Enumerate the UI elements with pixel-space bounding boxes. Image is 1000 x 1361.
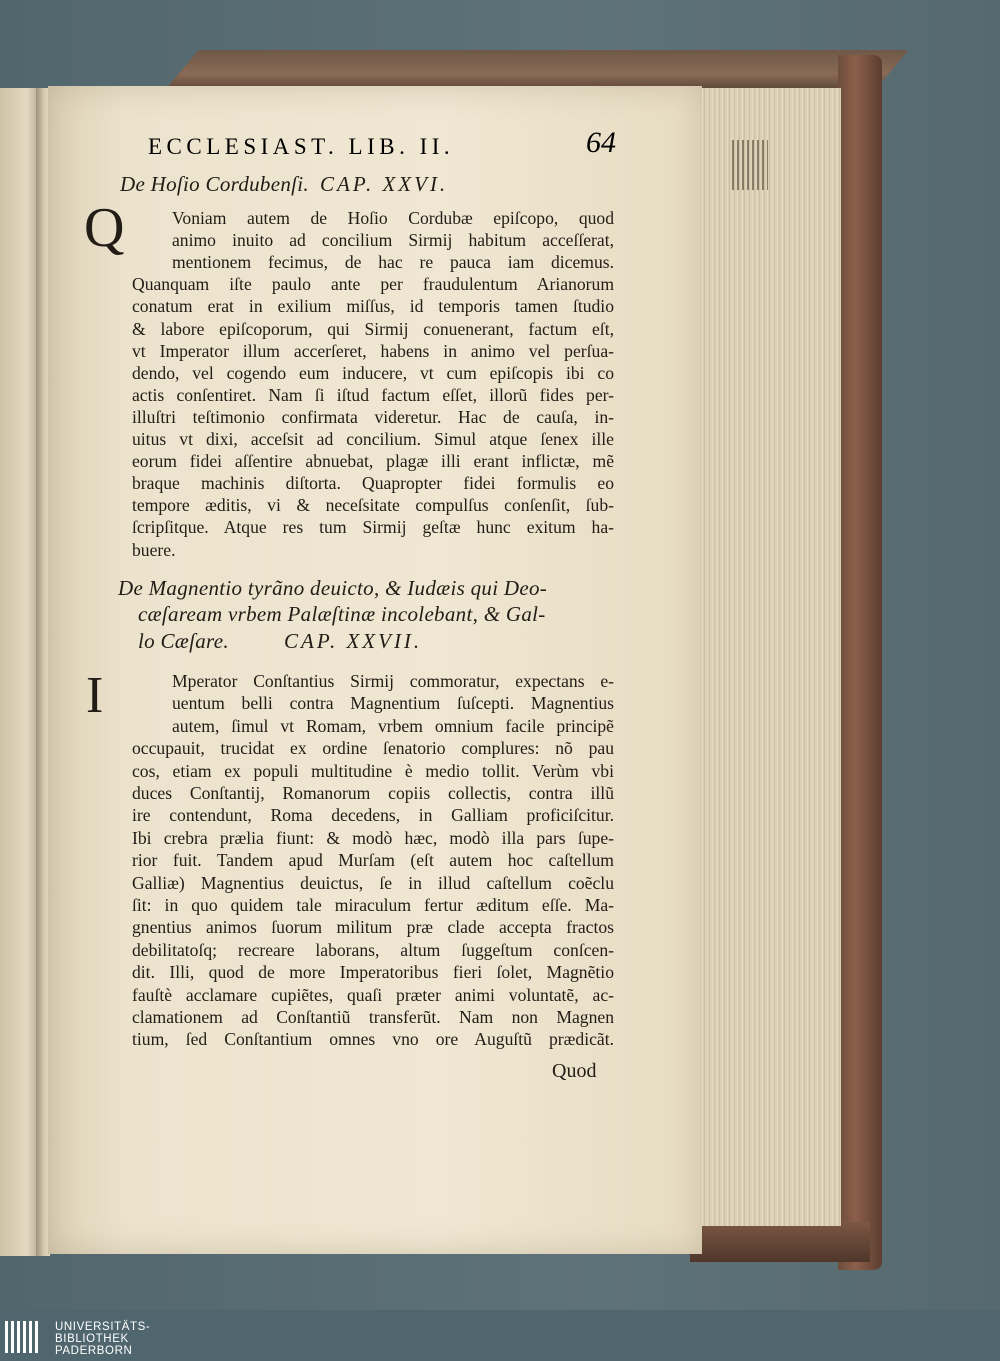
text-line: Mperator Conſtantius Sirmij commoratur, expectans e- bbox=[172, 671, 614, 691]
text-line: dit. Illi, quod de more Imperatoribus fieri ſolet, Magnẽtio bbox=[132, 962, 614, 983]
text-line: ire contendunt, Roma decedens, in Galliam proficiſcitur. bbox=[132, 805, 614, 826]
text-line: occupauit, trucidat ex ordine ſenatorio complures: nõ pau bbox=[132, 738, 614, 759]
running-head: ECCLESIAST. LIB. II. bbox=[148, 134, 455, 159]
drop-capital: I bbox=[86, 667, 104, 724]
text-line: braque machinis diſtorta. Quapropter fidei formulis eo bbox=[132, 473, 614, 494]
text-line: mentionem fecimus, de hac re pauca iam dicemus. bbox=[172, 252, 614, 273]
book-page bbox=[48, 86, 702, 1254]
text-line: conatum erat in exilium miſſus, id temporis tamen ſtudio bbox=[132, 296, 614, 317]
text-line: buere. bbox=[132, 539, 176, 560]
text-line: eorum fidei aſſentire abnuebat, plagæ illi erant inflictæ, mẽ bbox=[132, 451, 614, 472]
library-name-line: PADERBORN bbox=[55, 1345, 133, 1357]
library-logo-icon bbox=[3, 1317, 45, 1357]
library-name-line: UNIVERSITÄTS- bbox=[55, 1321, 151, 1333]
text-line: gnentius animos ſuorum militum præ clade accepta fractos bbox=[132, 917, 614, 938]
text-line: uentum belli contra Magnentium ſuſcepti. Magnentius bbox=[172, 693, 614, 714]
text-line: Quanquam iſte paulo ante per fraudulentum Arianorum bbox=[132, 274, 614, 295]
text-line: tium, ſed Conſtantium omnes vno ore Auguſtũ prædicãt. bbox=[132, 1029, 614, 1050]
text-line: vt Imperator illum accerſeret, habens in animo vel perſua- bbox=[132, 340, 614, 361]
chapter-27-title-line-2: cæſaream vrbem Palæſtinæ incolebant, & Gal- bbox=[138, 602, 546, 626]
text-line: Ibi crebra prælia fiunt: & modò hæc, modò illa pars ſupe- bbox=[132, 827, 614, 848]
book-cover-spine-edge bbox=[838, 55, 882, 1270]
book-cover-bottom bbox=[690, 1222, 870, 1262]
chapter-26-number: CAP. XXVI. bbox=[320, 172, 449, 196]
text-line: animo inuito ad concilium Sirmij habitum acceſſerat, bbox=[172, 230, 614, 251]
text-line: fauſtè acclamare cupiẽtes, quaſi præter animi voluntatẽ, ac- bbox=[132, 984, 614, 1005]
chapter-27-number: CAP. XXVII. bbox=[284, 629, 423, 653]
text-line: ſit: in quo quidem tale miraculum fertur æditum eſſe. Ma- bbox=[132, 895, 614, 915]
text-line: cos, etiam ex populi multitudine è medio tollit. Verùm vbi bbox=[132, 760, 614, 781]
text-line: ſcripſitque. Atque res tum Sirmij geſtæ hunc exitum ha- bbox=[132, 517, 614, 538]
text-line: & labore epiſcoporum, qui Sirmij conuenerant, factum eſt, bbox=[132, 318, 614, 339]
text-line: debilitatoſq; recreare laborans, altum ſuggeſtum conſcen- bbox=[132, 939, 614, 960]
chapter-27-title-line-1: De Magnentio tyrãno deuicto, & Iudæis qui Deo- bbox=[118, 576, 548, 600]
previous-page-sliver bbox=[0, 88, 40, 1256]
text-line: dendo, vel cogendo eum inducere, vt cum epiſcopis ibi co bbox=[132, 362, 614, 383]
page-edges bbox=[700, 88, 841, 1226]
drop-capital: Q bbox=[84, 197, 125, 259]
text-line: uitus vt dixi, acceſsit ad concilium. Simul atque ſenex ille bbox=[132, 429, 614, 449]
chapter-26-title: De Hoſio Cordubenſi. bbox=[120, 172, 309, 196]
library-footer bbox=[0, 1310, 1000, 1361]
chapter-27-title-line-3: lo Cæſare. bbox=[138, 629, 229, 653]
catchword: Quod bbox=[552, 1060, 597, 1082]
text-line: autem, ſimul vt Romam, vrbem omnium facile principẽ bbox=[172, 715, 614, 736]
edge-marking bbox=[732, 140, 768, 190]
text-line: clamationem ad Conſtantiũ transferũt. Nam non Magnen bbox=[132, 1007, 614, 1027]
text-line: duces Conſtantij, Romanorum copiis collectis, contra illũ bbox=[132, 783, 614, 803]
page-header bbox=[114, 126, 634, 166]
text-line: actis conſentiret. Nam ſi iſtud factum eſſet, illorũ fides per- bbox=[132, 384, 614, 405]
text-line: illuſtri teſtimonio confirmata videretur. Hac de cauſa, in- bbox=[132, 406, 614, 427]
book-cover-top bbox=[165, 50, 909, 90]
library-name-line: BIBLIOTHEK bbox=[55, 1333, 129, 1345]
text-line: Galliæ) Magnentius deuictus, ſe in illud caſtellum coẽclu bbox=[132, 872, 614, 893]
library-name bbox=[55, 1321, 150, 1357]
text-line: rior fuit. Tandem apud Murſam (eſt autem hoc caſtellum bbox=[132, 850, 614, 871]
page-number: 64 bbox=[586, 126, 616, 159]
text-line: tempore æditis, vi & neceſsitate compulſus conſenſit, ſub- bbox=[132, 495, 614, 516]
text-line: Voniam autem de Hoſio Cordubæ epiſcopo, quod bbox=[172, 208, 614, 228]
